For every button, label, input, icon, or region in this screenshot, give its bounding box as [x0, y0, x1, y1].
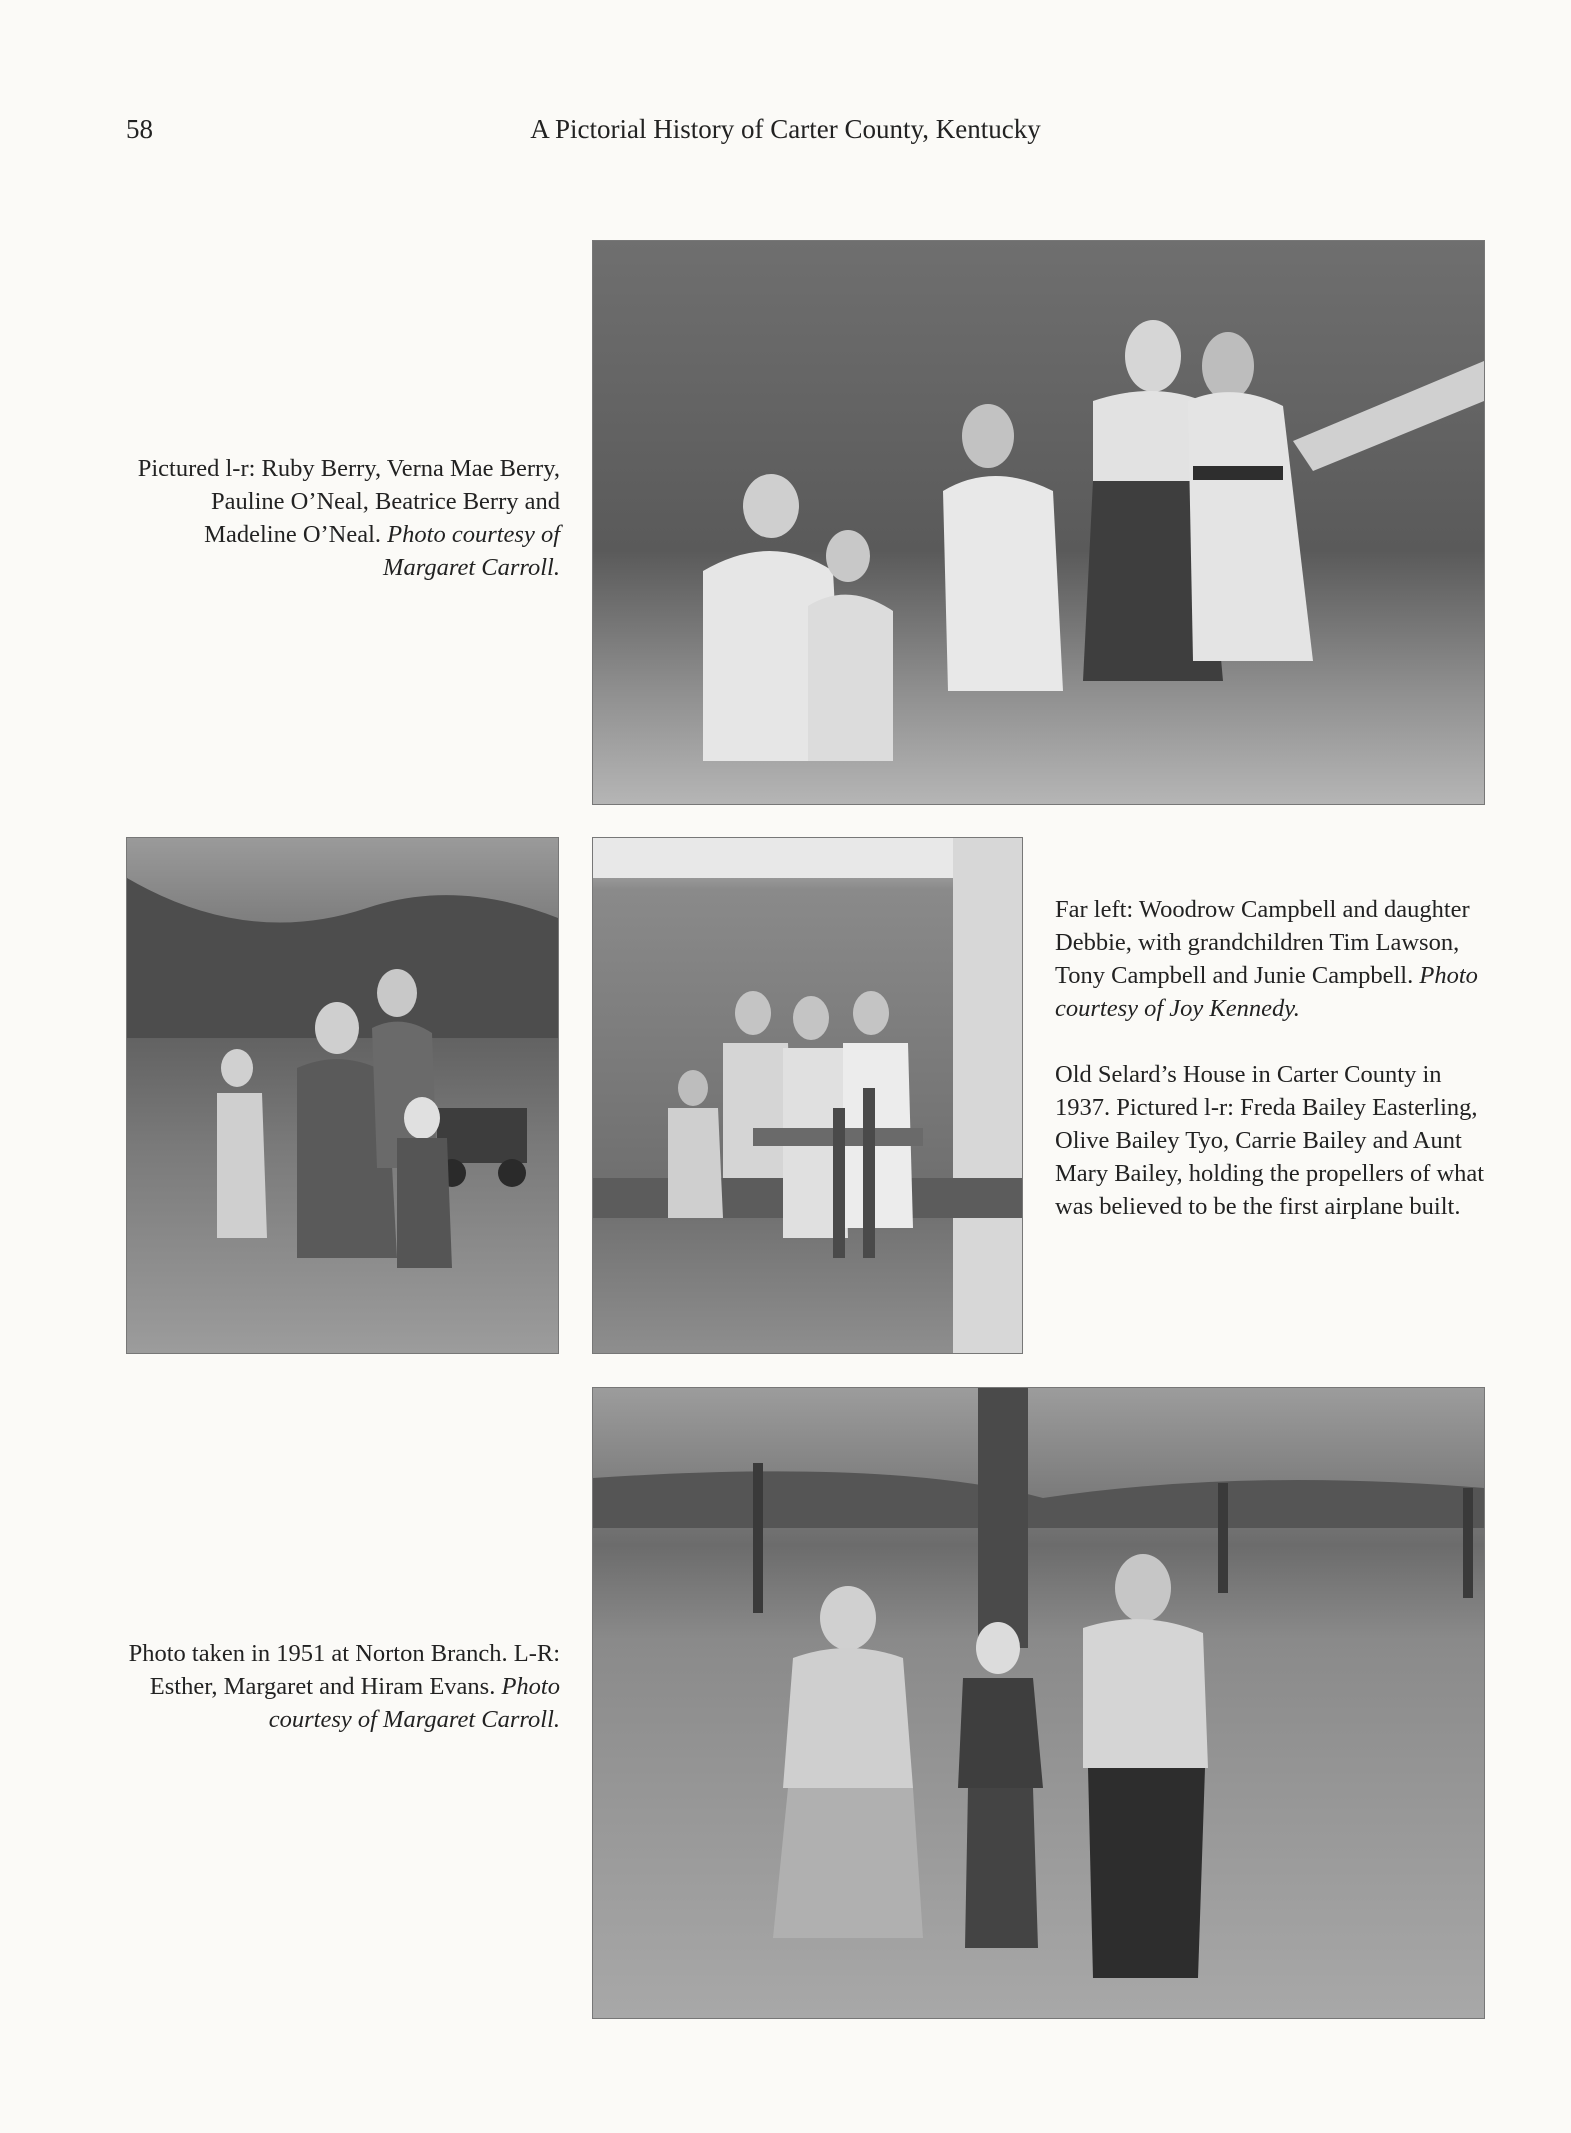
caption-campbell-credit: Photo courtesy of Joy Kennedy.: [1055, 962, 1478, 1022]
page-header: [0, 114, 1571, 154]
caption-berry: [128, 452, 560, 584]
caption-right-column: [1055, 893, 1495, 1223]
caption-berry-credit: Photo courtesy of Margaret Carroll.: [383, 521, 560, 581]
photo-campbell-family: [126, 837, 559, 1354]
photo-evans-family: [592, 1387, 1485, 2019]
caption-campbell: [1055, 893, 1495, 1025]
page-number: 58: [126, 114, 153, 144]
photo-selard-house-image: [593, 838, 1022, 1353]
caption-evans-text: Photo taken in 1951 at Norton Branch. L-R: Esther, Margaret and Hiram Evans.: [128, 1640, 560, 1700]
photo-berry-girls-image: [593, 241, 1484, 804]
caption-evans-credit: Photo courtesy of Margaret Carroll.: [268, 1673, 560, 1733]
caption-campbell-text: Far left: Woodrow Campbell and daughter Debbie, with grandchildren Tim Lawson, Tony Campbell and Junie Campbell.: [1055, 896, 1470, 989]
running-title: A Pictorial History of Carter County, Kentucky: [530, 114, 1041, 144]
photo-selard-house: [592, 837, 1023, 1354]
caption-berry-text: Pictured l-r: Ruby Berry, Verna Mae Berry, Pauline O’Neal, Beatrice Berry and Madeline O’Neal.: [137, 455, 560, 548]
caption-evans: [128, 1637, 560, 1736]
caption-selard: [1055, 1058, 1495, 1223]
caption-selard-text: Old Selard’s House in Carter County in 1937. Pictured l-r: Freda Bailey Easterling, Olive Bailey Tyo, Carrie Bailey and Aunt Mary Bailey, holding the propellers of what was believed to be the first airplane built.: [1055, 1061, 1485, 1220]
photo-berry-girls: [592, 240, 1485, 805]
photo-evans-family-image: [593, 1388, 1484, 2018]
photo-campbell-family-image: [127, 838, 558, 1353]
